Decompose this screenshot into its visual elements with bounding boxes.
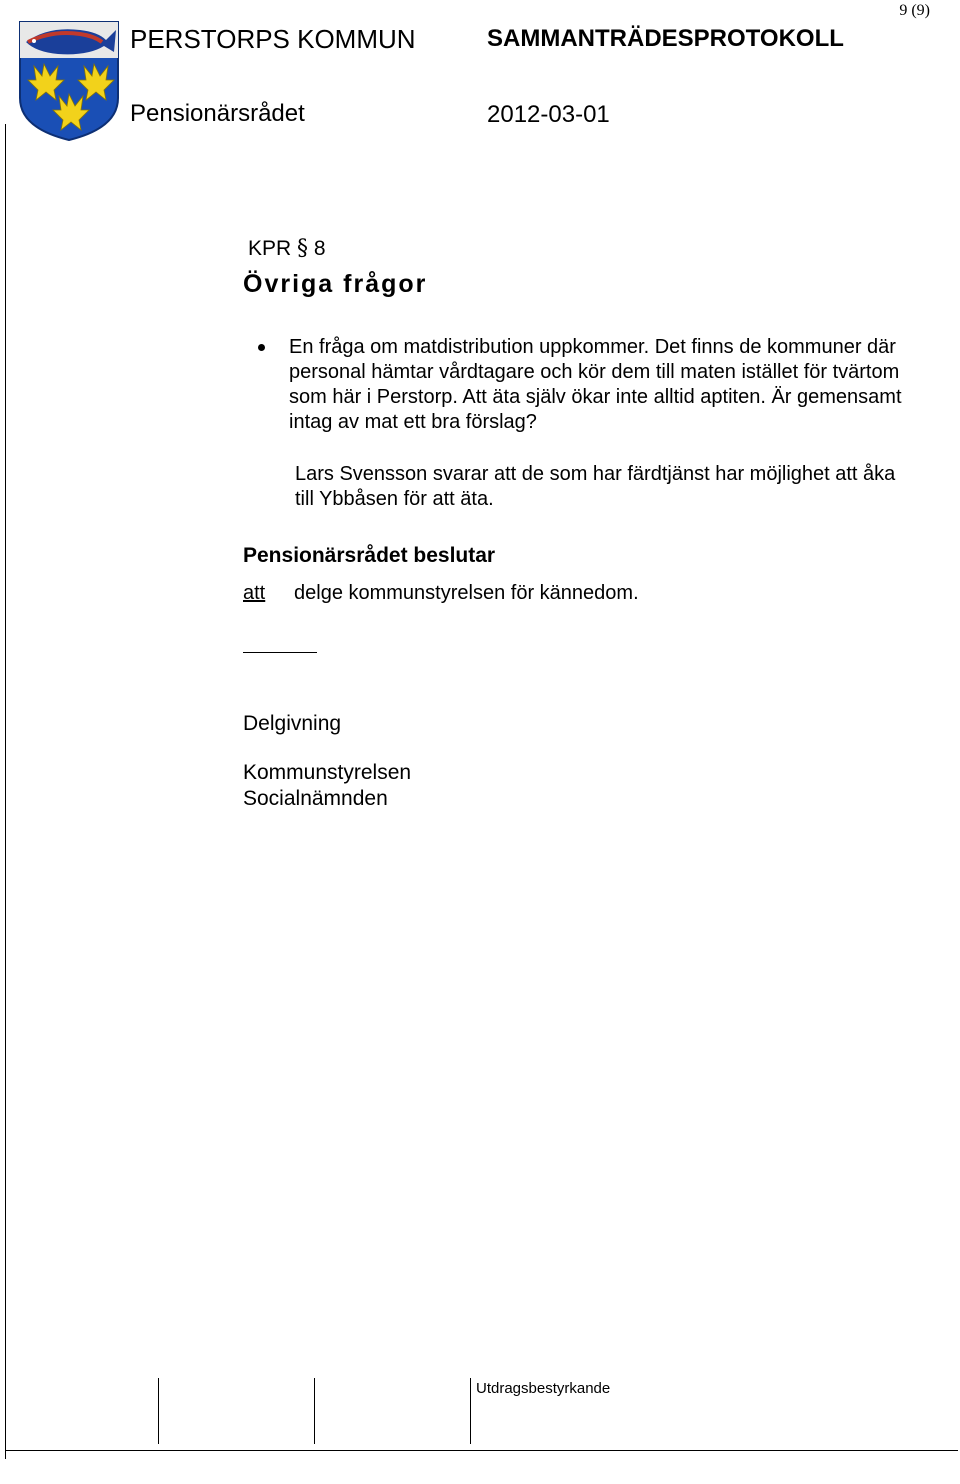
footer-rule xyxy=(5,1450,958,1451)
meeting-date: 2012-03-01 xyxy=(487,101,610,128)
att-label: att xyxy=(243,582,266,604)
section-number: 8 xyxy=(313,237,326,260)
decision-text: delge kommunstyrelsen för kännedom. xyxy=(294,582,639,604)
section-prefix: KPR xyxy=(248,237,292,260)
signature-divider xyxy=(158,1378,159,1444)
document-type: SAMMANTRÄDESPROTOKOLL xyxy=(487,25,844,52)
decision-title: Pensionärsrådet beslutar xyxy=(243,544,496,567)
signature-divider xyxy=(470,1378,471,1444)
coat-of-arms-icon xyxy=(18,20,120,142)
section-reference xyxy=(248,236,326,261)
section-title: Övriga frågor xyxy=(243,270,428,298)
municipality-name: PERSTORPS KOMMUN xyxy=(130,24,416,54)
page-number: 9 (9) xyxy=(899,2,930,19)
signature-label: Utdragsbestyrkande xyxy=(476,1380,611,1397)
council-name: Pensionärsrådet xyxy=(130,100,305,127)
bullet-marker xyxy=(258,344,265,351)
bullet-text: En fråga om matdistribution uppkommer. Det finns de kommuner där personal hämtar vårdtagare och kör dem till maten istället för tvärtom som här i Perstorp. Att äta själv ökar inte alltid aptiten. Är gemensamt intag av mat ett bra förslag? xyxy=(289,336,902,433)
signature-divider xyxy=(314,1378,315,1444)
delivery-recipients xyxy=(243,760,411,812)
left-margin-rule xyxy=(5,124,6,1459)
recipient-item: Kommunstyrelsen xyxy=(243,761,412,784)
recipient-item: Socialnämnden xyxy=(243,787,388,810)
delivery-label: Delgivning xyxy=(243,712,342,735)
section-symbol: § xyxy=(297,236,309,261)
section-end-rule xyxy=(243,652,317,653)
answer-text: Lars Svensson svarar att de som har färdtjänst har möjlighet att åka till Ybbåsen för att äta. xyxy=(295,463,896,510)
